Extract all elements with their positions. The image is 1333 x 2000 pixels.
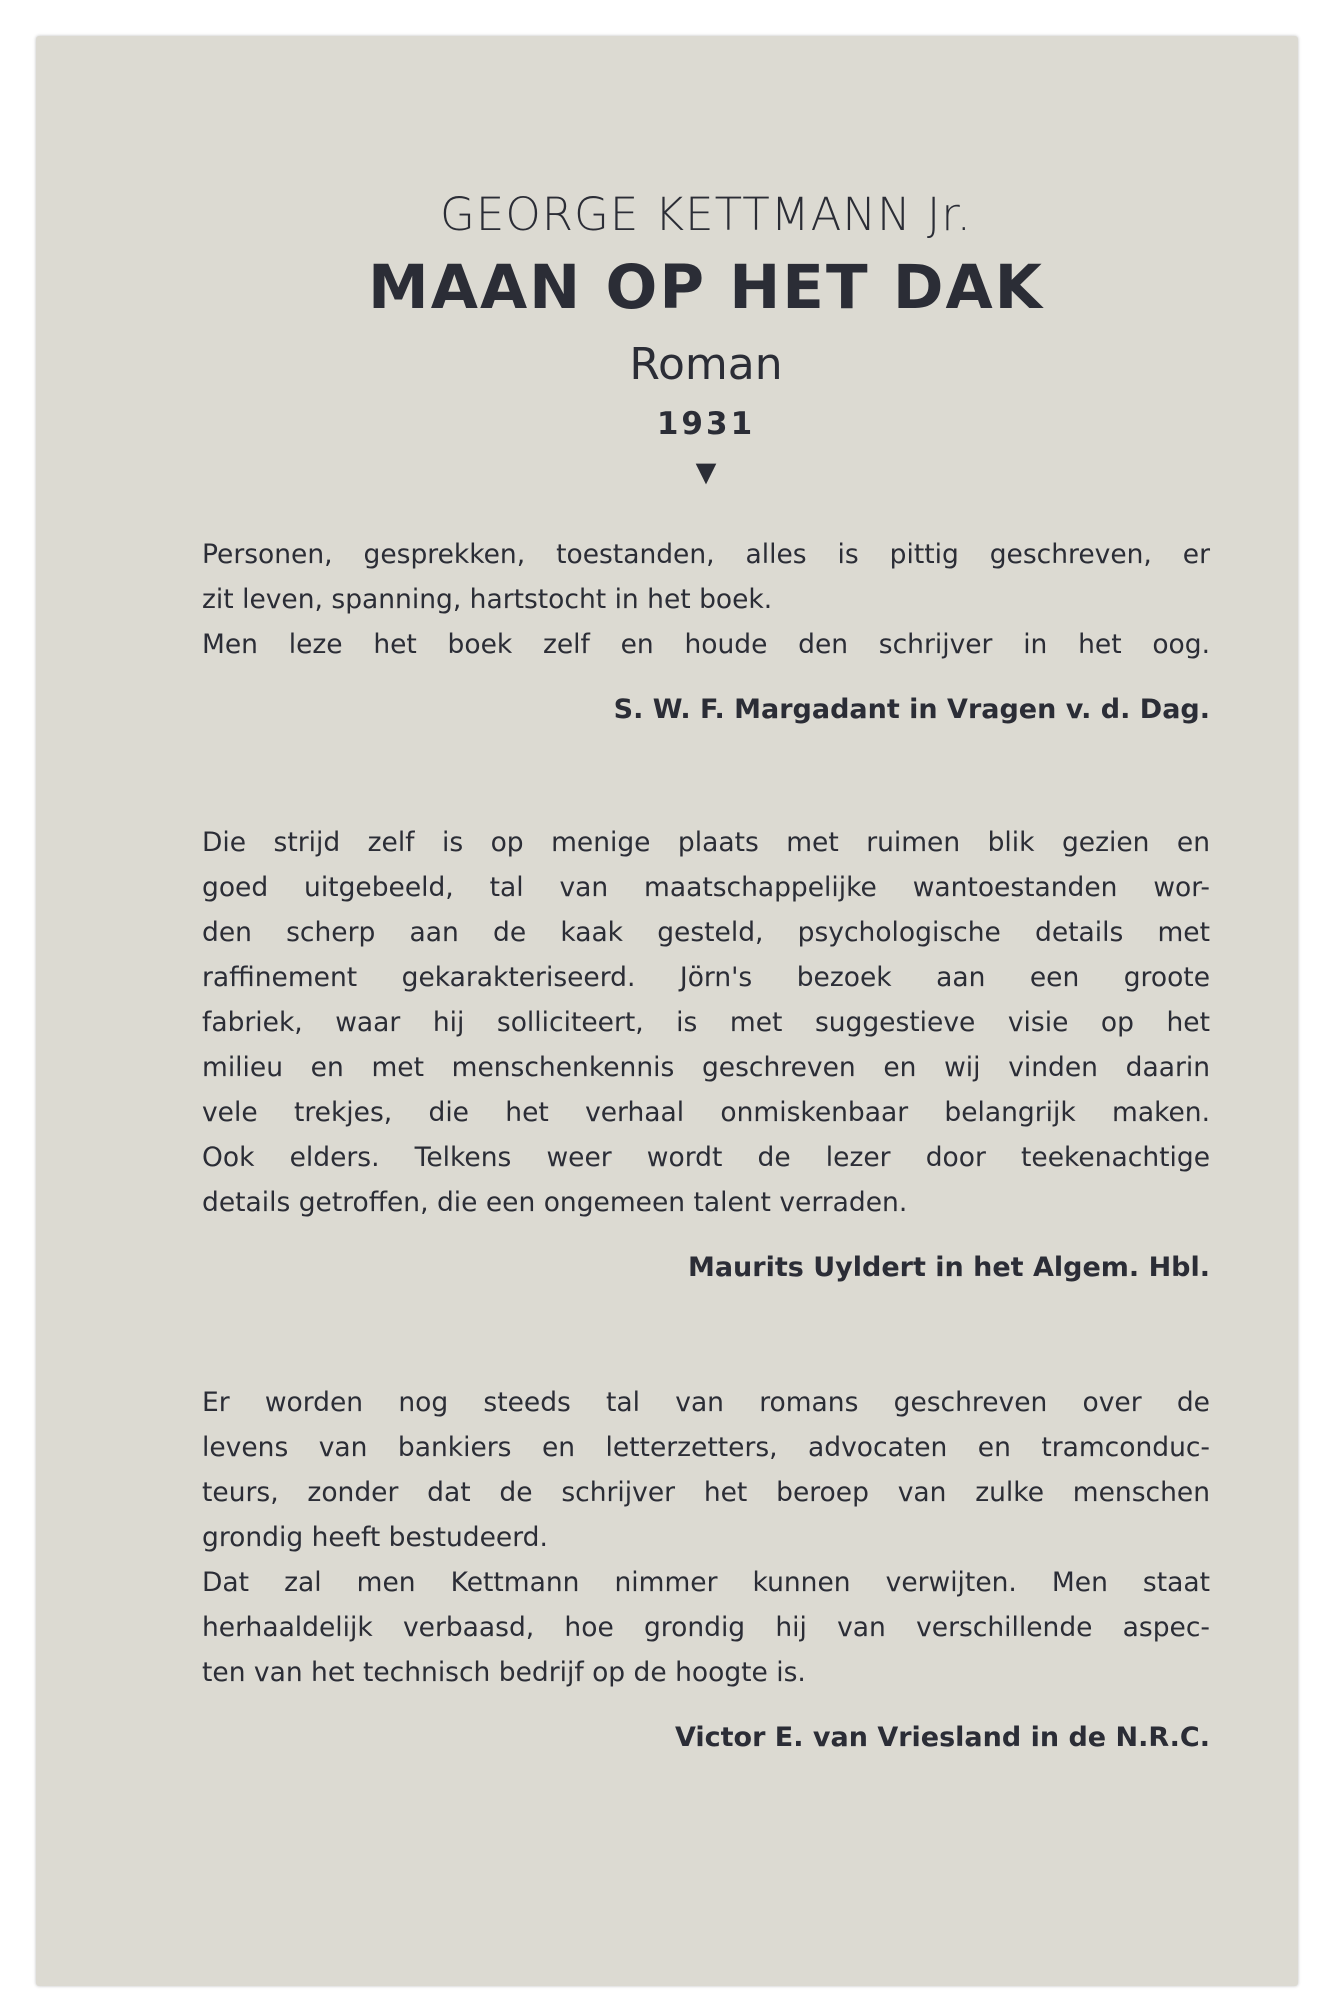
review-line: vele trekjes, die het verhaal onmiskenbaar belangrijk maken.	[202, 1097, 1210, 1128]
review-line: teurs, zonder dat de schrijver het beroep van zulke menschen	[202, 1477, 1210, 1508]
review-line: Men leze het boek zelf en houde den schrijver in het oog.	[202, 629, 1210, 660]
review-line: herhaaldelijk verbaasd, hoe grondig hij van verschillende aspec-	[202, 1612, 1210, 1643]
review-source: S. W. F. Margadant in Vragen v. d. Dag.	[613, 694, 1210, 725]
review-line: Ook elders. Telkens weer wordt de lezer door teekenachtige	[202, 1142, 1210, 1173]
review-line: Die strijd zelf is op menige plaats met ruimen blik gezien en	[202, 827, 1210, 858]
author-name: GEORGE KETTMANN Jr.	[440, 188, 972, 241]
publication-year: 1931	[656, 406, 756, 442]
review-margadant	[202, 532, 1210, 732]
review-line: Personen, gesprekken, toestanden, alles is pittig geschreven, er	[202, 539, 1210, 570]
review-line: den scherp aan de kaak gesteld, psychologische details met	[202, 917, 1210, 948]
review-uyldert	[202, 820, 1210, 1290]
document-page	[36, 36, 1298, 1986]
review-line: Er worden nog steeds tal van romans geschreven over de	[202, 1387, 1210, 1418]
review-source: Maurits Uyldert in het Algem. Hbl.	[687, 1252, 1210, 1283]
genre-label: Roman	[629, 339, 783, 390]
review-line: Dat zal men Kettmann nimmer kunnen verwijten. Men staat	[202, 1567, 1210, 1598]
review-line: levens van bankiers en letterzetters, advocaten en tramconduc-	[202, 1432, 1210, 1463]
page-content	[202, 186, 1210, 1760]
review-line: details getroffen, die een ongemeen talent verraden.	[202, 1187, 908, 1218]
review-vriesland	[202, 1380, 1210, 1760]
book-title: MAAN OP HET DAK	[368, 252, 1044, 323]
review-line: ten van het technisch bedrijf op de hoogte is.	[202, 1657, 806, 1688]
review-line: fabriek, waar hij solliciteert, is met suggestieve visie op het	[202, 1007, 1210, 1038]
review-line: milieu en met menschenkennis geschreven en wij vinden daarin	[202, 1052, 1210, 1083]
review-line: zit leven, spanning, hartstocht in het boek.	[202, 584, 773, 615]
triangle-down-icon: ▼	[695, 457, 717, 488]
review-line: raffinement gekarakteriseerd. Jörn's bezoek aan een groote	[202, 962, 1210, 993]
review-source: Victor E. van Vriesland in de N.R.C.	[674, 1722, 1210, 1753]
review-line: goed uitgebeeld, tal van maatschappelijke wantoestanden wor-	[202, 872, 1210, 903]
review-line: grondig heeft bestudeerd.	[202, 1522, 548, 1553]
